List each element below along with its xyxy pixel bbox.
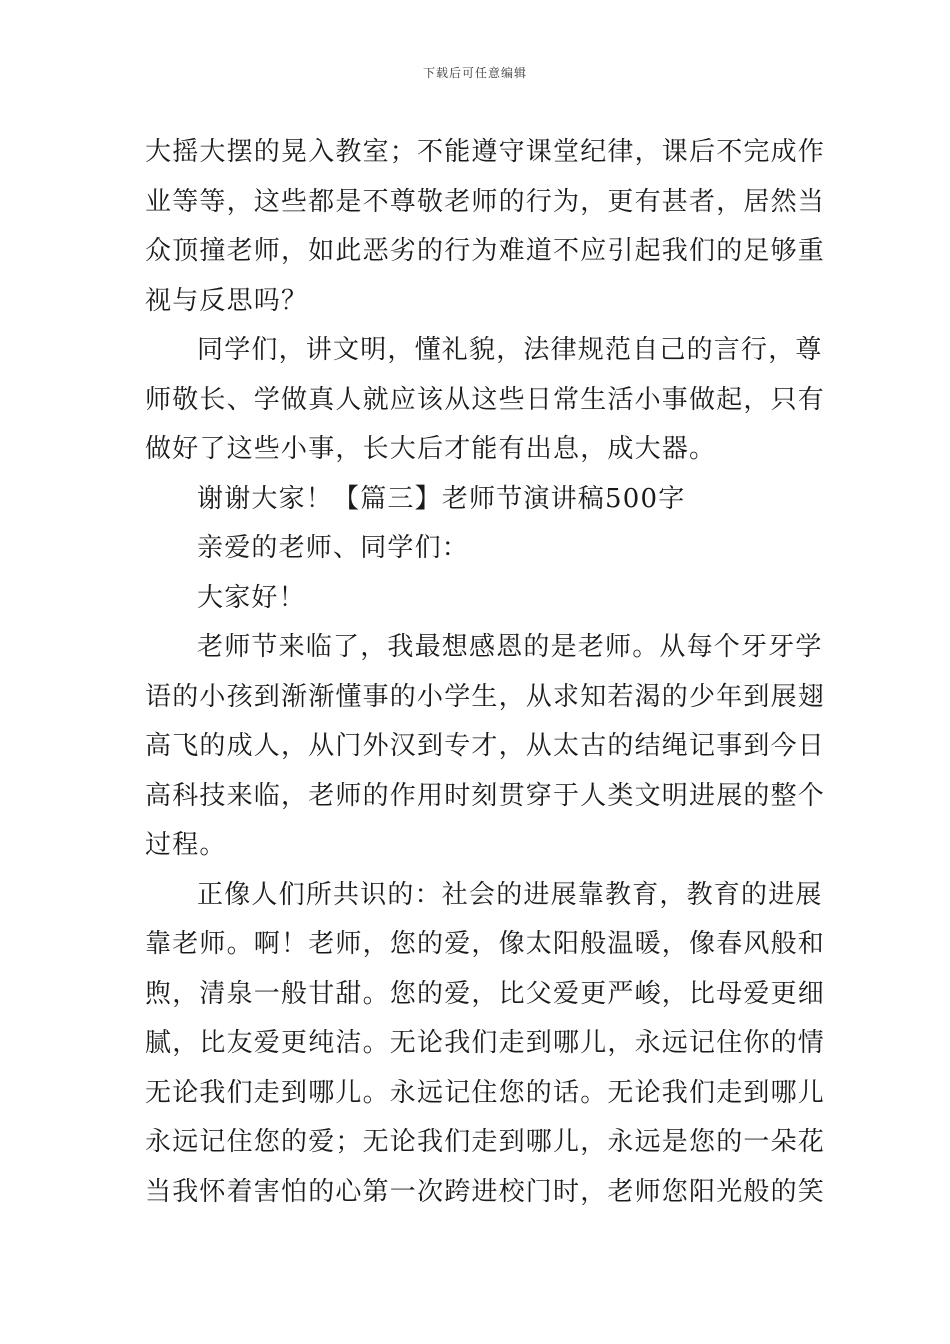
text-line: 过程。 (145, 830, 227, 860)
paragraph-start-line: 同学们，讲文明，懂礼貌，法律规范自己的言行，尊 (197, 335, 823, 365)
text-line: 腻，比友爱更纯洁。无论我们走到哪儿，永远记住你的情 (145, 1028, 826, 1058)
greeting-line: 大家好！ (197, 582, 306, 613)
text-line: 视与反思吗？ (145, 285, 309, 316)
section-title-line: 谢谢大家！【篇三】老师节演讲稿500字 (197, 483, 686, 514)
text-line: 煦，清泉一般甘甜。您的爱，比父爱更严峻，比母爱更细 (145, 978, 826, 1009)
text-line: 众顶撞老师，如此恶劣的行为难道不应引起我们的足够重 (145, 236, 826, 266)
text-line: 高飞的成人，从门外汉到专才，从太古的结绳记事到今日 (145, 731, 826, 761)
page-header: 下载后可任意编辑 (422, 66, 527, 80)
salutation-line: 亲爱的老师、同学们： (197, 533, 470, 563)
text-line: 靠老师。啊！老师，您的爱，像太阳般温暖，像春风般和 (145, 929, 826, 959)
text-line: 永远记住您的爱；无论我们走到哪儿，永远是您的一朵花 (145, 1127, 826, 1157)
text-line: 做好了这些小事，长大后才能有出息，成大器。 (145, 434, 717, 464)
text-line: 高科技来临，老师的作用时刻贯穿于人类文明进展的整个 (145, 780, 826, 811)
text-line: 当我怀着害怕的心第一次跨进校门时，老师您阳光般的笑 (145, 1176, 826, 1207)
document-body (145, 128, 826, 1217)
paragraph-start-line: 正像人们所共识的：社会的进展靠教育，教育的进展 (197, 879, 823, 910)
paragraph-start-line: 老师节来临了，我最想感恩的是老师。从每个牙牙学 (197, 632, 823, 662)
text-line: 业等等，这些都是不尊敬老师的行为，更有甚者，居然当 (145, 186, 826, 217)
text-line: 语的小孩到渐渐懂事的小学生，从求知若渴的少年到展翅 (145, 681, 826, 712)
text-line: 无论我们走到哪儿。永远记住您的话。无论我们走到哪儿 (145, 1077, 826, 1108)
text-line: 师敬长、学做真人就应该从这些日常生活小事做起，只有 (145, 384, 826, 415)
text-line: 大摇大摆的晃入教室；不能遵守课堂纪律，课后不完成作 (145, 137, 826, 167)
